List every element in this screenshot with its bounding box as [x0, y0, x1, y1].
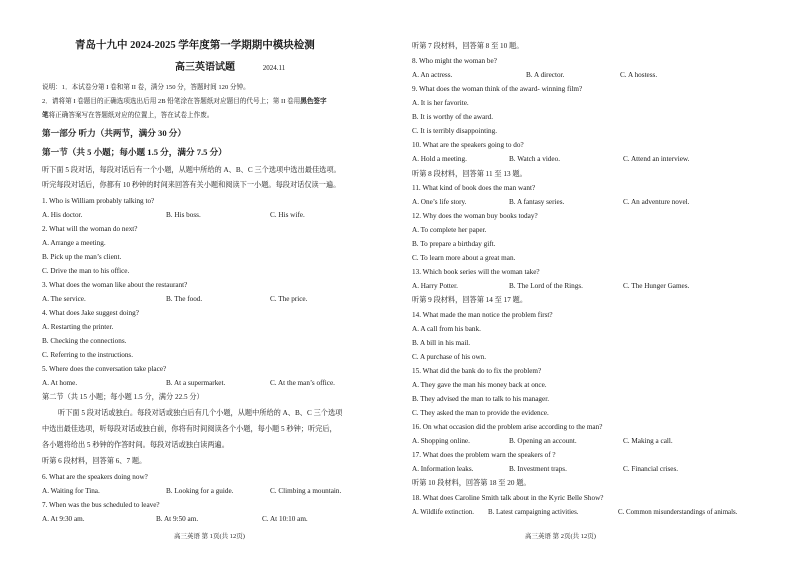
question-17: 17. What does the problem warn the speakers of ?: [412, 451, 556, 459]
question-3: 3. What does the woman like about the restaurant?: [42, 281, 188, 289]
question-17-option-a[interactable]: A. Information leaks.: [412, 465, 474, 473]
section2-instruction-3: 各小题将给出 5 秒钟的作答时间。每段对话或独白读两遍。: [42, 441, 229, 449]
page-2-footer: 高三英语 第 2页(共 12页): [525, 533, 596, 540]
question-9-option-b[interactable]: B. It is worthy of the award.: [412, 113, 494, 121]
question-6-option-b[interactable]: B. Looking for a guide.: [166, 487, 234, 495]
question-11-option-c[interactable]: C. An adventure novel.: [623, 198, 690, 206]
exam-title: 青岛十九中 2024-2025 学年度第一学期期中模块检测: [75, 40, 315, 51]
page-2-column: [412, 0, 772, 561]
question-2-option-b[interactable]: B. Pick up the man’s client.: [42, 253, 122, 261]
question-5-option-c[interactable]: C. At the man’s office.: [270, 379, 335, 387]
exam-subtitle: 高三英语试题: [175, 62, 235, 73]
question-4: 4. What does Jake suggest doing?: [42, 309, 139, 317]
question-7-option-b[interactable]: B. At 9:50 am.: [156, 515, 199, 523]
question-7: 7. When was the bus scheduled to leave?: [42, 501, 160, 509]
question-14-option-c[interactable]: C. A purchase of his own.: [412, 353, 487, 361]
question-14-option-a[interactable]: A. A call from his bank.: [412, 325, 481, 333]
material-6-instruction: 听第 6 段材料，回答第 6、7 题。: [42, 457, 147, 465]
question-12-option-c[interactable]: C. To learn more about a great man.: [412, 254, 516, 262]
question-8-option-c[interactable]: C. A hostess.: [620, 71, 658, 79]
question-15-option-a[interactable]: A. They gave the man his money back at once.: [412, 381, 547, 389]
question-4-option-a[interactable]: A. Restarting the printer.: [42, 323, 114, 331]
question-1-option-c[interactable]: C. His wife.: [270, 211, 305, 219]
question-16-option-c[interactable]: C. Making a call.: [623, 437, 673, 445]
question-9-option-c[interactable]: C. It is terribly disappointing.: [412, 127, 498, 135]
question-17-option-b[interactable]: B. Investment traps.: [509, 465, 567, 473]
material-8-instruction: 听第 8 段材料，回答第 11 至 13 题。: [412, 170, 527, 178]
question-1: 1. Who is William probably talking to?: [42, 197, 155, 205]
section1-instruction-1: 听下面 5 段对话，每段对话后有一个小题，从题中所给的 A、B、C 三个选项中选出最佳选项。: [42, 166, 341, 174]
question-18-option-a[interactable]: A. Wildlife extinction.: [412, 509, 474, 516]
question-9-option-a[interactable]: A. It is her favorite.: [412, 99, 469, 107]
material-10-instruction: 听第 10 段材料，回答第 18 至 20 题。: [412, 479, 531, 487]
exam-date: 2024.11: [262, 64, 286, 72]
question-16-option-b[interactable]: B. Opening an account.: [509, 437, 577, 445]
section2-heading: 第二节（共 15 小题；每小题 1.5 分，满分 22.5 分）: [42, 393, 204, 401]
question-5: 5. Where does the conversation take place?: [42, 365, 167, 373]
question-6-option-a[interactable]: A. Waiting for Tina.: [42, 487, 100, 495]
subtitle-row: [175, 63, 375, 73]
question-8-option-a[interactable]: A. An actress.: [412, 71, 453, 79]
notes-label: 说明：: [42, 84, 62, 91]
question-12: 12. Why does the woman buy books today?: [412, 212, 538, 220]
question-5-option-a[interactable]: A. At home.: [42, 379, 78, 387]
notes-line-1: [42, 83, 407, 92]
question-18: 18. What does Caroline Smith talk about in the Kyric Belle Show?: [412, 494, 604, 502]
question-10: 10. What are the speakers going to do?: [412, 141, 524, 149]
question-13-option-c[interactable]: C. The Hunger Games.: [623, 282, 690, 290]
question-16-option-a[interactable]: A. Shopping online.: [412, 437, 470, 445]
question-10-option-c[interactable]: C. Attend an interview.: [623, 155, 690, 163]
section2-instruction-2: 中选出最佳选项，听每段对话或独白前，你将有时间阅读各个小题，每小题 5 秒钟；听完后，: [42, 425, 337, 433]
question-15-option-c[interactable]: C. They asked the man to provide the evidence.: [412, 409, 549, 417]
question-4-option-b[interactable]: B. Checking the connections.: [42, 337, 127, 345]
question-13-option-a[interactable]: A. Harry Potter.: [412, 282, 458, 290]
question-6-option-c[interactable]: C. Climbing a mountain.: [270, 487, 342, 495]
question-15: 15. What did the bank do to fix the problem?: [412, 367, 542, 375]
question-2-option-c[interactable]: C. Drive the man to his office.: [42, 267, 130, 275]
question-8: 8. Who might the woman be?: [412, 57, 497, 65]
notes-line-3: [42, 111, 407, 120]
question-10-option-a[interactable]: A. Hold a meeting.: [412, 155, 467, 163]
notes-bold-1: 黑色签字: [300, 98, 327, 105]
notes-text-2: 2．请将第 I 卷题目的正确选项选出后用 2B 铅笔涂在答题纸对应题目的代号上；第 II 卷用: [42, 98, 301, 105]
notes-text-3: 将正确答案写在答题纸对应的位置上，答在试卷上作废。: [48, 112, 214, 119]
section1-instruction-2: 听完每段对话后，你都有 10 秒钟的时间来回答有关小题和阅读下一小题。每段对话仅读一遍。: [42, 181, 341, 189]
question-13-option-b[interactable]: B. The Lord of the Rings.: [509, 282, 583, 290]
section2-instruction-1: 听下面 5 段对话或独白。每段对话或独白后有几个小题，从题中所给的 A、B、C 三个选项: [58, 409, 343, 417]
question-7-option-a[interactable]: A. At 9:30 am.: [42, 515, 85, 523]
page-1-footer: 高三英语 第 1页(共 12页): [174, 533, 245, 540]
page-1-column: [42, 0, 402, 561]
notes-text-1: 1．本试卷分第 I 卷和第 II 卷，满分 150 分，答题时间 120 分钟。: [61, 84, 250, 91]
question-2: 2. What will the woman do next?: [42, 225, 138, 233]
question-14: 14. What made the man notice the problem first?: [412, 311, 553, 319]
question-9: 9. What does the woman think of the award- winning film?: [412, 85, 583, 93]
question-12-option-b[interactable]: B. To prepare a birthday gift.: [412, 240, 496, 248]
question-17-option-c[interactable]: C. Financial crises.: [623, 465, 679, 473]
question-11-option-b[interactable]: B. A fantasy series.: [509, 198, 565, 206]
material-9-instruction: 听第 9 段材料，回答第 14 至 17 题。: [412, 296, 528, 304]
question-13: 13. Which book series will the woman take?: [412, 268, 540, 276]
section1-heading: 第一节（共 5 小题；每小题 1.5 分，满分 7.5 分）: [42, 147, 227, 157]
question-12-option-a[interactable]: A. To complete her paper.: [412, 226, 487, 234]
question-3-option-c[interactable]: C. The price.: [270, 295, 308, 303]
question-2-option-a[interactable]: A. Arrange a meeting.: [42, 239, 106, 247]
question-11: 11. What kind of book does the man want?: [412, 184, 536, 192]
question-16: 16. On what occasion did the problem arise according to the man?: [412, 423, 603, 431]
question-7-option-c[interactable]: C. At 10:10 am.: [262, 515, 308, 523]
notes-line-2: [42, 97, 407, 106]
question-18-option-c[interactable]: C. Common misunderstandings of animals.: [618, 509, 738, 516]
question-18-option-b[interactable]: B. Latest campaigning activities.: [488, 509, 579, 516]
notes-bold-2: 笔: [42, 112, 49, 119]
question-3-option-b[interactable]: B. The food.: [166, 295, 203, 303]
part1-heading: 第一部分 听力（共两节，满分 30 分）: [42, 128, 186, 138]
question-1-option-a[interactable]: A. His doctor.: [42, 211, 83, 219]
question-15-option-b[interactable]: B. They advised the man to talk to his manager.: [412, 395, 550, 403]
material-7-instruction: 听第 7 段材料，回答第 8 至 10 题。: [412, 42, 524, 50]
question-10-option-b[interactable]: B. Watch a video.: [509, 155, 560, 163]
question-11-option-a[interactable]: A. One’s life story.: [412, 198, 467, 206]
question-6: 6. What are the speakers doing now?: [42, 473, 148, 481]
question-1-option-b[interactable]: B. His boss.: [166, 211, 201, 219]
question-8-option-b[interactable]: B. A director.: [526, 71, 565, 79]
question-4-option-c[interactable]: C. Referring to the instructions.: [42, 351, 134, 359]
question-3-option-a[interactable]: A. The service.: [42, 295, 86, 303]
question-14-option-b[interactable]: B. A bill in his mail.: [412, 339, 471, 347]
question-5-option-b[interactable]: B. At a supermarket.: [166, 379, 226, 387]
